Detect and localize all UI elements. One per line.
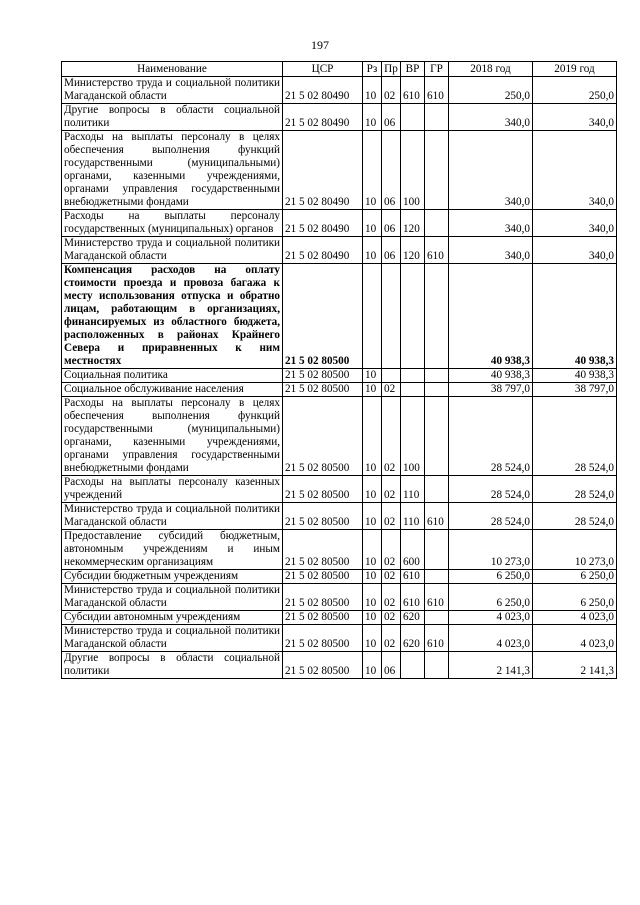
cell-csr: 21 5 02 80500 [283, 476, 363, 503]
table-body [62, 77, 617, 679]
table-row [62, 383, 617, 397]
header-csr: ЦСР [283, 62, 363, 77]
cell-pr: 02 [382, 530, 401, 570]
cell-rz: 10 [363, 131, 382, 210]
table-row [62, 131, 617, 210]
cell-pr: 02 [382, 503, 401, 530]
cell-2019: 40 938,3 [533, 264, 617, 369]
page-number: 197 [311, 38, 329, 52]
table-row [62, 584, 617, 611]
cell-vr: 610 [401, 570, 425, 584]
cell-gr [425, 530, 449, 570]
header-gr: ГР [425, 62, 449, 77]
cell-rz: 10 [363, 570, 382, 584]
cell-vr: 110 [401, 476, 425, 503]
cell-2019: 38 797,0 [533, 383, 617, 397]
header-2018: 2018 год [449, 62, 533, 77]
cell-vr: 620 [401, 625, 425, 652]
cell-csr: 21 5 02 80500 [283, 369, 363, 383]
cell-pr: 06 [382, 210, 401, 237]
table-row [62, 369, 617, 383]
cell-vr: 620 [401, 611, 425, 625]
cell-csr: 21 5 02 80490 [283, 104, 363, 131]
cell-gr [425, 476, 449, 503]
cell-rz: 10 [363, 369, 382, 383]
cell-gr: 610 [425, 237, 449, 264]
cell-csr: 21 5 02 80500 [283, 570, 363, 584]
cell-vr [401, 369, 425, 383]
cell-rz: 10 [363, 611, 382, 625]
cell-name: Министерство труда и социальной политики Магаданской области [62, 503, 283, 530]
cell-name: Министерство труда и социальной политики Магаданской области [62, 77, 283, 104]
table-row [62, 570, 617, 584]
cell-csr: 21 5 02 80500 [283, 383, 363, 397]
table-row [62, 264, 617, 369]
cell-csr: 21 5 02 80490 [283, 237, 363, 264]
cell-2019: 340,0 [533, 131, 617, 210]
table-row [62, 530, 617, 570]
table-row [62, 476, 617, 503]
cell-name: Субсидии автономным учреждениям [62, 611, 283, 625]
cell-gr [425, 383, 449, 397]
table-row [62, 503, 617, 530]
cell-pr: 02 [382, 611, 401, 625]
cell-pr: 02 [382, 383, 401, 397]
cell-name: Расходы на выплаты персоналу в целях обеспечения выполнения функций государственными (муниципальными) органами, казенными учреждениями, органами управления государственными внебюджетными фондами [62, 397, 283, 476]
cell-pr [382, 369, 401, 383]
cell-2018: 10 273,0 [449, 530, 533, 570]
cell-gr [425, 570, 449, 584]
table-row [62, 104, 617, 131]
cell-vr: 110 [401, 503, 425, 530]
cell-2018: 28 524,0 [449, 476, 533, 503]
cell-name: Другие вопросы в области социальной политики [62, 104, 283, 131]
cell-vr: 120 [401, 210, 425, 237]
cell-pr [382, 264, 401, 369]
cell-rz: 10 [363, 476, 382, 503]
cell-rz: 10 [363, 77, 382, 104]
cell-rz: 10 [363, 397, 382, 476]
cell-vr: 120 [401, 237, 425, 264]
table-row [62, 210, 617, 237]
cell-2018: 340,0 [449, 210, 533, 237]
cell-gr [425, 397, 449, 476]
cell-pr: 06 [382, 652, 401, 679]
cell-name: Министерство труда и социальной политики Магаданской области [62, 584, 283, 611]
cell-2018: 4 023,0 [449, 625, 533, 652]
cell-pr: 02 [382, 77, 401, 104]
cell-2019: 6 250,0 [533, 570, 617, 584]
table-row [62, 77, 617, 104]
cell-2019: 4 023,0 [533, 625, 617, 652]
cell-vr: 610 [401, 584, 425, 611]
cell-name: Другие вопросы в области социальной политики [62, 652, 283, 679]
cell-rz: 10 [363, 210, 382, 237]
cell-name: Министерство труда и социальной политики Магаданской области [62, 237, 283, 264]
table-row [62, 397, 617, 476]
cell-vr [401, 264, 425, 369]
cell-pr: 02 [382, 570, 401, 584]
cell-vr: 100 [401, 397, 425, 476]
cell-name: Субсидии бюджетным учреждениям [62, 570, 283, 584]
cell-name: Социальное обслуживание населения [62, 383, 283, 397]
cell-gr: 610 [425, 625, 449, 652]
cell-csr: 21 5 02 80500 [283, 503, 363, 530]
cell-2018: 340,0 [449, 131, 533, 210]
cell-2019: 340,0 [533, 237, 617, 264]
cell-2019: 340,0 [533, 210, 617, 237]
cell-csr: 21 5 02 80500 [283, 584, 363, 611]
cell-vr: 610 [401, 77, 425, 104]
cell-gr [425, 131, 449, 210]
cell-gr: 610 [425, 503, 449, 530]
cell-rz: 10 [363, 237, 382, 264]
cell-2018: 2 141,3 [449, 652, 533, 679]
cell-name: Расходы на выплаты персоналу в целях обеспечения выполнения функций государственными (муниципальными) органами, казенными учреждениями, органами управления государственными внебюджетными фондами [62, 131, 283, 210]
cell-csr: 21 5 02 80490 [283, 210, 363, 237]
cell-2019: 28 524,0 [533, 397, 617, 476]
cell-gr [425, 611, 449, 625]
cell-2018: 40 938,3 [449, 369, 533, 383]
cell-csr: 21 5 02 80490 [283, 77, 363, 104]
cell-name: Компенсация расходов на оплату стоимости проезда и провоза багажа к месту использования отпуска и обратно лицам, работающим в организациях, финансируемых из областного бюджета, расположенных в районах Крайнего Севера и приравненных к ним местностях [62, 264, 283, 369]
cell-gr: 610 [425, 77, 449, 104]
cell-gr [425, 210, 449, 237]
cell-2019: 250,0 [533, 77, 617, 104]
cell-2019: 4 023,0 [533, 611, 617, 625]
table-header-row [62, 62, 617, 77]
cell-2018: 40 938,3 [449, 264, 533, 369]
cell-2018: 250,0 [449, 77, 533, 104]
cell-csr: 21 5 02 80500 [283, 652, 363, 679]
cell-csr: 21 5 02 80490 [283, 131, 363, 210]
cell-2018: 6 250,0 [449, 584, 533, 611]
cell-2018: 340,0 [449, 237, 533, 264]
cell-csr: 21 5 02 80500 [283, 611, 363, 625]
table-row [62, 611, 617, 625]
cell-2018: 38 797,0 [449, 383, 533, 397]
cell-gr [425, 264, 449, 369]
cell-2018: 6 250,0 [449, 570, 533, 584]
cell-name: Расходы на выплаты персоналу государственных (муниципальных) органов [62, 210, 283, 237]
cell-rz: 10 [363, 625, 382, 652]
cell-rz: 10 [363, 503, 382, 530]
cell-rz: 10 [363, 584, 382, 611]
cell-rz [363, 264, 382, 369]
cell-pr: 02 [382, 476, 401, 503]
cell-2019: 28 524,0 [533, 503, 617, 530]
cell-pr: 02 [382, 584, 401, 611]
cell-vr [401, 104, 425, 131]
cell-2019: 10 273,0 [533, 530, 617, 570]
cell-2019: 28 524,0 [533, 476, 617, 503]
cell-2018: 28 524,0 [449, 397, 533, 476]
table-row [62, 652, 617, 679]
header-pr: Пр [382, 62, 401, 77]
cell-2019: 2 141,3 [533, 652, 617, 679]
cell-rz: 10 [363, 530, 382, 570]
cell-2019: 6 250,0 [533, 584, 617, 611]
table-row [62, 625, 617, 652]
cell-2019: 40 938,3 [533, 369, 617, 383]
cell-gr [425, 652, 449, 679]
cell-csr: 21 5 02 80500 [283, 264, 363, 369]
cell-2018: 340,0 [449, 104, 533, 131]
cell-vr [401, 652, 425, 679]
cell-2018: 28 524,0 [449, 503, 533, 530]
cell-name: Предоставление субсидий бюджетным, автономным учреждениям и иным некоммерческим организациям [62, 530, 283, 570]
cell-gr: 610 [425, 584, 449, 611]
cell-csr: 21 5 02 80500 [283, 625, 363, 652]
cell-csr: 21 5 02 80500 [283, 397, 363, 476]
cell-vr: 100 [401, 131, 425, 210]
cell-gr [425, 104, 449, 131]
cell-rz: 10 [363, 383, 382, 397]
cell-vr: 600 [401, 530, 425, 570]
cell-pr: 06 [382, 237, 401, 264]
cell-pr: 02 [382, 397, 401, 476]
cell-csr: 21 5 02 80500 [283, 530, 363, 570]
cell-pr: 02 [382, 625, 401, 652]
table-row [62, 237, 617, 264]
cell-rz: 10 [363, 104, 382, 131]
cell-name: Министерство труда и социальной политики Магаданской области [62, 625, 283, 652]
cell-name: Социальная политика [62, 369, 283, 383]
cell-gr [425, 369, 449, 383]
header-name: Наименование [62, 62, 283, 77]
cell-2019: 340,0 [533, 104, 617, 131]
cell-pr: 06 [382, 131, 401, 210]
header-rz: Рз [363, 62, 382, 77]
cell-vr [401, 383, 425, 397]
header-2019: 2019 год [533, 62, 617, 77]
cell-name: Расходы на выплаты персоналу казенных учреждений [62, 476, 283, 503]
header-vr: ВР [401, 62, 425, 77]
cell-2018: 4 023,0 [449, 611, 533, 625]
cell-rz: 10 [363, 652, 382, 679]
cell-pr: 06 [382, 104, 401, 131]
budget-table [61, 61, 617, 679]
